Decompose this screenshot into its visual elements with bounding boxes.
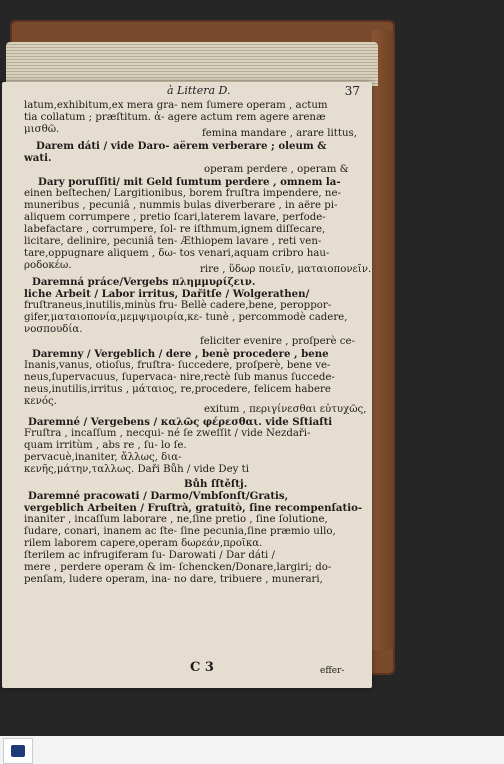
text-line: Bůh ſſtěſtj. [184, 478, 248, 490]
text-line: neus,ſupervacuus, ſupervaca- nire,rectè ſub manus ſuccede- [24, 372, 335, 383]
text-line: rilem laborem capere,operam δωρεάν,προῖκα. [24, 538, 263, 549]
book-page [2, 82, 372, 688]
text-line: rire , ὕδωρ ποιεῖν, ματαιοπονεῖν. [200, 264, 372, 275]
library-logo[interactable] [3, 738, 33, 764]
text-line: tia collatum ; præſtitum. ἀ- agere actum rem agere arenæ [24, 112, 326, 123]
text-line: labefactare , corrumpere, ſol- re iſthmum,ignem diſſecare, [24, 224, 326, 235]
cover-edge [372, 30, 394, 650]
text-line: Daremná práce/Vergebs πλημμυρίζειν. [32, 276, 256, 288]
text-line: κενός. [24, 396, 57, 407]
text-line: latum,exhibitum,ex mera gra- nem ſumere operam , actum [24, 100, 328, 111]
text-line: ſudare, conari, inanem ac ſte- ſine pecunia,ſine præmio ullo, [24, 526, 336, 537]
text-line: operam perdere , operam & [204, 164, 349, 175]
text-line: gifer,ματαιοπονία,μεμψιμοιρία,κε- tunè , percommodè cadere, [24, 312, 348, 323]
text-line: κενῆς,μάτην,ταλλως. Daři Bůh / vide Dey ti [24, 464, 249, 475]
running-title: à Littera D. [167, 84, 231, 97]
text-line: muneribus , pecuniâ , nummis bulas diverberare , in aëre pi- [24, 200, 338, 211]
text-line: ροδοκέω. [24, 260, 72, 271]
text-line: Darem dáti / vide Daro- aërem verberare ; oleum & [36, 140, 327, 152]
text-line: neus,inutilis,irritus , μάταιος, re,procedere, felicem habere [24, 384, 331, 395]
text-line: νοσπουδία. [24, 324, 83, 335]
text-line: Daremny / Vergeblich / dere , benè procedere , bene [32, 348, 329, 360]
text-line: penſam, ludere operam, ina- no dare, tribuere , munerari, [24, 574, 323, 585]
text-line: licitare, delinire, pecuniâ ten- Æthiopem lavare , reti ven- [24, 236, 322, 247]
text-line: quam irritùm , abs re , ſu- lo ſe. [24, 440, 187, 451]
text-line: feliciter evenire , proſperè ce- [200, 336, 355, 347]
text-line: wati. [24, 152, 52, 164]
text-line: exitum , περιγίνεσθαι εὐτυχῶς, [204, 404, 367, 415]
text-line: μισθῶ. [24, 124, 60, 135]
text-line: fruſtraneus,inutilis,minùs fru- Bellè cadere,bene, peroppor- [24, 300, 332, 311]
text-line: ſterilem ac infrugiferam ſu- Darowati / Dar dáti / [24, 550, 275, 561]
library-logo-icon [11, 745, 25, 757]
page-number: 37 [344, 84, 360, 98]
text-line: Daremné / Vergebens / καλῶς φέρεσθαι. vide Sſtiaſti [28, 416, 333, 428]
signature-mark: C 3 [190, 660, 214, 675]
text-line: einen beſtechen/ Largitionibus, borem fruſtra impendere, ne- [24, 188, 341, 199]
text-line: aliquem corrumpere , pretio ſcari,laterem lavare, perfode- [24, 212, 326, 223]
text-line: femina mandare , arare littus, [202, 128, 357, 139]
page-stack-edge [6, 42, 378, 86]
viewer-footer [0, 736, 504, 764]
text-line: inaniter , incaſſum laborare , ne,ſine pretio , ſine ſolutione, [24, 514, 328, 525]
text-line: vergeblich Arbeiten / Fruſtrà, gratuitò, ſine recompenſatio- [24, 502, 363, 514]
text-line: Daremné pracowati / Darmo/Vmbſonſt/Gratis, [28, 490, 289, 502]
catchword: effer- [320, 666, 345, 676]
text-line: Dary poruſſiti/ mit Geld ſumtum perdere , omnem la- [38, 176, 341, 188]
text-line: Inanis,vanus, otioſus, fruſtra- ſuccedere, proſperè, bene ve- [24, 360, 331, 371]
text-line: liche Arbeit / Labor irritus, Dařitſe / Wolgerathen/ [24, 288, 310, 300]
text-line: pervacuè,inaniter, ἄλλως, δια- [24, 452, 182, 463]
text-line: tare,oppugnare aliquem , δω- tos venari,aquam cribro hau- [24, 248, 330, 259]
text-line: mere , perdere operam & im- ſchencken/Donare,largiri; do- [24, 562, 332, 573]
text-line: Fruſtra , incaſſum , necqui- né ſe zweſſit / vide Nezdaři- [24, 428, 311, 439]
